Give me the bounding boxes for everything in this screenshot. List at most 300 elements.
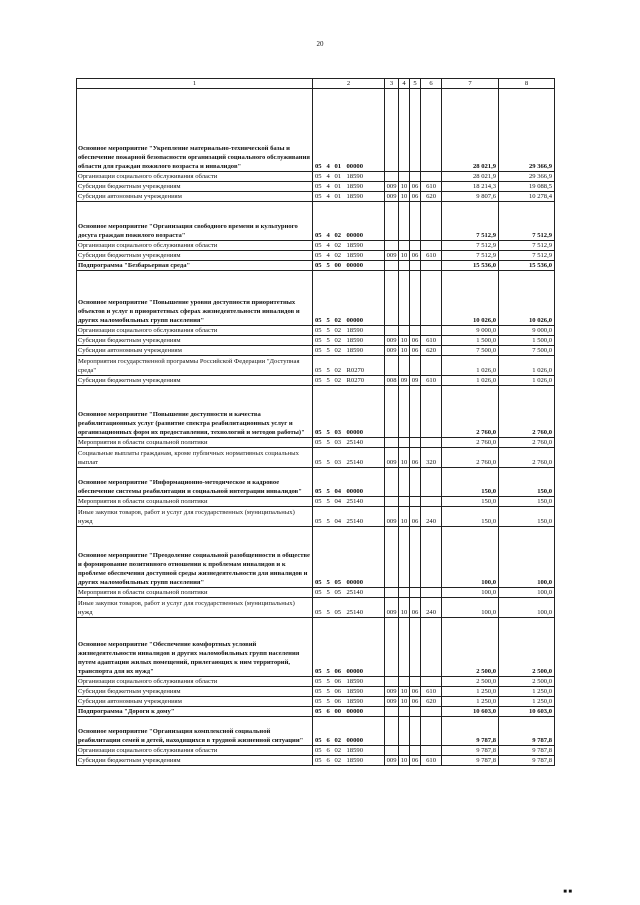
cell-c4 (399, 326, 410, 336)
cell-k2: 4 (325, 182, 333, 192)
cell-c4 (399, 677, 410, 687)
cell-c4: 10 (399, 697, 410, 707)
cell-k4: R0270 (345, 356, 385, 376)
cell-name: Основное мероприятие "Повышение уровня доступности приоритетных объектов и услуг в приоритетных сферах жизнедеятельности инвалидов и других маломобильных групп населения" (77, 271, 313, 326)
cell-k4: 18590 (345, 336, 385, 346)
cell-c6: 610 (421, 687, 442, 697)
cell-k4: 18590 (345, 192, 385, 202)
cell-k2: 6 (325, 746, 333, 756)
cell-c5 (410, 588, 421, 598)
cell-k2: 5 (325, 598, 333, 618)
cell-c7: 15 536,0 (442, 261, 499, 271)
cell-k2: 5 (325, 468, 333, 497)
cell-name: Основное мероприятие "Организация комплексной социальной реабилитации семей и детей, находящихся в трудной жизненной ситуации" (77, 717, 313, 746)
cell-k4: 18590 (345, 182, 385, 192)
cell-k1: 05 (313, 356, 325, 376)
cell-c3: 009 (385, 598, 399, 618)
cell-c8: 150,0 (499, 507, 555, 527)
cell-c3: 009 (385, 336, 399, 346)
cell-c5 (410, 497, 421, 507)
header-col-4: 4 (399, 79, 410, 89)
cell-c6 (421, 356, 442, 376)
cell-c4 (399, 707, 410, 717)
cell-name: Субсидии автономным учреждениям (77, 346, 313, 356)
cell-k1: 05 (313, 497, 325, 507)
cell-c4 (399, 271, 410, 326)
cell-c4: 09 (399, 376, 410, 386)
header-col-6: 6 (421, 79, 442, 89)
table-row (77, 468, 555, 497)
cell-c8: 29 366,9 (499, 89, 555, 172)
cell-k1: 05 (313, 376, 325, 386)
cell-c6: 620 (421, 346, 442, 356)
table-row (77, 326, 555, 336)
cell-c8: 100,0 (499, 527, 555, 588)
cell-c6 (421, 746, 442, 756)
cell-k3: 04 (333, 468, 345, 497)
cell-k4: 25140 (345, 497, 385, 507)
cell-c3 (385, 717, 399, 746)
cell-c6 (421, 386, 442, 438)
cell-c3 (385, 707, 399, 717)
cell-k4: 00000 (345, 468, 385, 497)
cell-k1: 05 (313, 746, 325, 756)
cell-c8: 100,0 (499, 588, 555, 598)
cell-k4: R0270 (345, 376, 385, 386)
cell-k2: 5 (325, 448, 333, 468)
cell-c3 (385, 386, 399, 438)
table-row (77, 527, 555, 588)
cell-c8: 1 250,0 (499, 697, 555, 707)
cell-name: Основное мероприятие "Укрепление материально-технической базы и обеспечение пожарной безопасности организаций социального обслуживания области для граждан пожилого возраста и инвалидов" (77, 89, 313, 172)
cell-c6: 610 (421, 182, 442, 192)
cell-c8: 2 760,0 (499, 386, 555, 438)
cell-c4 (399, 89, 410, 172)
cell-c8: 2 500,0 (499, 677, 555, 687)
cell-name: Организации социального обслуживания области (77, 241, 313, 251)
cell-c4 (399, 527, 410, 588)
table-row (77, 507, 555, 527)
cell-c8: 7 512,9 (499, 241, 555, 251)
cell-k2: 5 (325, 618, 333, 677)
cell-c7: 10 603,0 (442, 707, 499, 717)
cell-k1: 05 (313, 182, 325, 192)
header-col-8: 8 (499, 79, 555, 89)
cell-k1: 05 (313, 527, 325, 588)
cell-k2: 4 (325, 192, 333, 202)
cell-k2: 5 (325, 687, 333, 697)
cell-name: Основное мероприятие "Обеспечение комфортных условий жизнедеятельности инвалидов и других маломобильных групп населения путем адаптации жилых помещений, прилегающих к ним территорий, транспорта для их нужд" (77, 618, 313, 677)
table-row (77, 707, 555, 717)
cell-k1: 05 (313, 261, 325, 271)
cell-k1: 05 (313, 336, 325, 346)
cell-c6 (421, 717, 442, 746)
cell-c3 (385, 356, 399, 376)
cell-k1: 05 (313, 507, 325, 527)
cell-c3: 009 (385, 182, 399, 192)
table-row (77, 336, 555, 346)
cell-name: Мероприятия государственной программы Российской Федерации "Доступная среда" (77, 356, 313, 376)
cell-k4: 00000 (345, 527, 385, 588)
cell-c5: 06 (410, 251, 421, 261)
cell-k3: 02 (333, 241, 345, 251)
cell-c4: 10 (399, 251, 410, 261)
cell-c7: 1 250,0 (442, 687, 499, 697)
cell-c7: 2 760,0 (442, 438, 499, 448)
cell-c4 (399, 468, 410, 497)
cell-k3: 02 (333, 202, 345, 241)
cell-c5: 06 (410, 448, 421, 468)
cell-k4: 18590 (345, 697, 385, 707)
cell-c8: 19 088,5 (499, 182, 555, 192)
cell-k4: 00000 (345, 271, 385, 326)
cell-k2: 4 (325, 241, 333, 251)
cell-k1: 05 (313, 271, 325, 326)
cell-c3 (385, 618, 399, 677)
cell-c5 (410, 202, 421, 241)
cell-k4: 00000 (345, 89, 385, 172)
cell-k1: 05 (313, 677, 325, 687)
table-row (77, 182, 555, 192)
cell-k1: 05 (313, 468, 325, 497)
cell-c5 (410, 386, 421, 438)
cell-name: Организации социального обслуживания области (77, 677, 313, 687)
cell-c7: 9 000,0 (442, 326, 499, 336)
cell-c6 (421, 677, 442, 687)
cell-c8: 9 787,8 (499, 756, 555, 766)
table-row (77, 438, 555, 448)
cell-c5 (410, 261, 421, 271)
cell-name: Субсидии автономным учреждениям (77, 697, 313, 707)
cell-k4: 25140 (345, 448, 385, 468)
cell-c7: 100,0 (442, 598, 499, 618)
cell-name: Основное мероприятие "Повышение доступности и качества реабилитационных услуг (развитие спектра реабилитационных услуг и организационных форм их предоставления, технологий и методов работы)" (77, 386, 313, 438)
table-header-row (77, 79, 555, 89)
cell-c7: 2 500,0 (442, 618, 499, 677)
cell-k3: 03 (333, 438, 345, 448)
cell-k3: 02 (333, 356, 345, 376)
cell-c7: 10 026,0 (442, 271, 499, 326)
header-col-2: 2 (313, 79, 385, 89)
cell-name: Субсидии бюджетным учреждениям (77, 376, 313, 386)
cell-c6 (421, 468, 442, 497)
cell-c6: 610 (421, 756, 442, 766)
cell-c7: 100,0 (442, 527, 499, 588)
cell-c4 (399, 172, 410, 182)
cell-c5 (410, 677, 421, 687)
table-row (77, 756, 555, 766)
cell-c6 (421, 618, 442, 677)
cell-k3: 05 (333, 527, 345, 588)
cell-k3: 00 (333, 261, 345, 271)
header-col-3: 3 (385, 79, 399, 89)
cell-c6: 240 (421, 507, 442, 527)
cell-c7: 150,0 (442, 507, 499, 527)
cell-name: Субсидии бюджетным учреждениям (77, 687, 313, 697)
cell-k3: 03 (333, 386, 345, 438)
cell-k4: 25140 (345, 507, 385, 527)
cell-c7: 1 026,0 (442, 376, 499, 386)
cell-c3: 009 (385, 448, 399, 468)
cell-c6 (421, 271, 442, 326)
cell-c6 (421, 261, 442, 271)
cell-c3 (385, 497, 399, 507)
cell-c4 (399, 202, 410, 241)
cell-c3 (385, 202, 399, 241)
cell-k4: 25140 (345, 588, 385, 598)
cell-c5 (410, 326, 421, 336)
table-row (77, 376, 555, 386)
cell-c6 (421, 527, 442, 588)
cell-k2: 5 (325, 261, 333, 271)
cell-k3: 02 (333, 376, 345, 386)
cell-name: Субсидии бюджетным учреждениям (77, 336, 313, 346)
cell-c7: 9 787,8 (442, 756, 499, 766)
header-col-5: 5 (410, 79, 421, 89)
cell-c4: 10 (399, 448, 410, 468)
cell-c5 (410, 241, 421, 251)
cell-k4: 00000 (345, 386, 385, 438)
cell-c7: 28 021,9 (442, 172, 499, 182)
cell-c6: 620 (421, 192, 442, 202)
table-row (77, 202, 555, 241)
cell-c5: 09 (410, 376, 421, 386)
cell-k3: 05 (333, 598, 345, 618)
cell-c5 (410, 746, 421, 756)
cell-c7: 2 500,0 (442, 677, 499, 687)
cell-c8: 2 500,0 (499, 618, 555, 677)
cell-k3: 03 (333, 448, 345, 468)
cell-c8: 7 512,9 (499, 251, 555, 261)
cell-c6 (421, 588, 442, 598)
cell-c5 (410, 438, 421, 448)
cell-c6 (421, 241, 442, 251)
cell-k1: 05 (313, 172, 325, 182)
cell-c8: 2 760,0 (499, 438, 555, 448)
cell-c4 (399, 746, 410, 756)
cell-c7: 28 021,9 (442, 89, 499, 172)
cell-c6 (421, 172, 442, 182)
cell-c7: 9 807,6 (442, 192, 499, 202)
cell-c6: 610 (421, 251, 442, 261)
cell-c5 (410, 707, 421, 717)
cell-k4: 18590 (345, 241, 385, 251)
cell-c4: 10 (399, 756, 410, 766)
cell-c4 (399, 497, 410, 507)
cell-k2: 5 (325, 438, 333, 448)
table-row (77, 588, 555, 598)
cell-k4: 00000 (345, 618, 385, 677)
cell-k4: 18590 (345, 746, 385, 756)
cell-c8: 9 787,8 (499, 717, 555, 746)
cell-c5: 06 (410, 336, 421, 346)
cell-k4: 18590 (345, 172, 385, 182)
cell-c3 (385, 326, 399, 336)
cell-k3: 01 (333, 89, 345, 172)
table-row (77, 598, 555, 618)
cell-k2: 5 (325, 497, 333, 507)
cell-name: Организации социального обслуживания области (77, 326, 313, 336)
cell-c7: 1 500,0 (442, 336, 499, 346)
cell-c5 (410, 89, 421, 172)
cell-k1: 05 (313, 241, 325, 251)
cell-c8: 7 500,0 (499, 346, 555, 356)
cell-c8: 10 278,4 (499, 192, 555, 202)
cell-k3: 05 (333, 588, 345, 598)
cell-c7: 18 214,3 (442, 182, 499, 192)
cell-c3: 009 (385, 192, 399, 202)
table-row (77, 172, 555, 182)
cell-c3: 008 (385, 376, 399, 386)
cell-name: Субсидии бюджетным учреждениям (77, 251, 313, 261)
cell-k4: 18590 (345, 326, 385, 336)
table-row (77, 261, 555, 271)
table-row (77, 346, 555, 356)
cell-k4: 00000 (345, 261, 385, 271)
cell-c8: 1 026,0 (499, 376, 555, 386)
cell-c7: 7 512,9 (442, 241, 499, 251)
cell-k3: 01 (333, 172, 345, 182)
cell-c8: 2 760,0 (499, 448, 555, 468)
cell-c5 (410, 527, 421, 588)
cell-name: Основное мероприятие "Преодоление социальной разобщенности в обществе и формирование позитивного отношения к проблемам инвалидов и к проблеме обеспечения доступной среды жизнедеятельности для инвалидов и других маломобильных групп населения" (77, 527, 313, 588)
cell-k3: 02 (333, 346, 345, 356)
cell-k2: 4 (325, 251, 333, 261)
cell-k2: 5 (325, 346, 333, 356)
cell-name: Подпрограмма "Дороги к дому" (77, 707, 313, 717)
cell-k1: 05 (313, 687, 325, 697)
cell-c6 (421, 707, 442, 717)
cell-k2: 5 (325, 356, 333, 376)
cell-c6: 610 (421, 336, 442, 346)
cell-c5: 06 (410, 346, 421, 356)
cell-k4: 18590 (345, 756, 385, 766)
cell-k2: 5 (325, 507, 333, 527)
cell-k2: 4 (325, 89, 333, 172)
cell-k2: 5 (325, 588, 333, 598)
cell-k3: 02 (333, 271, 345, 326)
cell-c3 (385, 172, 399, 182)
cell-c4 (399, 356, 410, 376)
cell-k3: 02 (333, 756, 345, 766)
cell-c8: 15 536,0 (499, 261, 555, 271)
cell-c7: 100,0 (442, 588, 499, 598)
cell-k3: 01 (333, 192, 345, 202)
cell-c3: 009 (385, 507, 399, 527)
cell-k2: 5 (325, 527, 333, 588)
cell-name: Организации социального обслуживания области (77, 746, 313, 756)
cell-k1: 05 (313, 448, 325, 468)
cell-k4: 18590 (345, 677, 385, 687)
cell-c4 (399, 386, 410, 438)
cell-k2: 5 (325, 376, 333, 386)
header-col-1: 1 (77, 79, 313, 89)
cell-k2: 4 (325, 202, 333, 241)
cell-c6: 320 (421, 448, 442, 468)
table-row (77, 251, 555, 261)
cell-k4: 18590 (345, 346, 385, 356)
cell-c4: 10 (399, 182, 410, 192)
cell-c7: 7 512,9 (442, 202, 499, 241)
cell-c5: 06 (410, 598, 421, 618)
table-row (77, 192, 555, 202)
cell-c7: 2 760,0 (442, 448, 499, 468)
corner-mark: ■ ■ (563, 889, 572, 895)
cell-c5 (410, 468, 421, 497)
cell-k3: 01 (333, 182, 345, 192)
cell-c4: 10 (399, 336, 410, 346)
cell-c6: 240 (421, 598, 442, 618)
cell-k1: 05 (313, 588, 325, 598)
cell-k2: 5 (325, 677, 333, 687)
cell-c4 (399, 618, 410, 677)
cell-k1: 05 (313, 192, 325, 202)
cell-c8: 150,0 (499, 468, 555, 497)
cell-k1: 05 (313, 707, 325, 717)
table-row (77, 717, 555, 746)
table-body (77, 89, 555, 766)
cell-k4: 00000 (345, 202, 385, 241)
cell-c6: 610 (421, 376, 442, 386)
budget-table (76, 78, 555, 766)
cell-k2: 6 (325, 756, 333, 766)
cell-k2: 5 (325, 326, 333, 336)
cell-k2: 5 (325, 386, 333, 438)
cell-c5 (410, 172, 421, 182)
cell-c5 (410, 618, 421, 677)
cell-c3: 009 (385, 251, 399, 261)
cell-c7: 9 787,8 (442, 717, 499, 746)
cell-c4 (399, 438, 410, 448)
cell-k4: 00000 (345, 717, 385, 746)
cell-k1: 05 (313, 618, 325, 677)
cell-c8: 1 500,0 (499, 336, 555, 346)
cell-k1: 05 (313, 697, 325, 707)
cell-k3: 06 (333, 618, 345, 677)
cell-c3: 009 (385, 756, 399, 766)
cell-k1: 05 (313, 251, 325, 261)
cell-name: Мероприятия в области социальной политики (77, 588, 313, 598)
cell-name: Мероприятия в области социальной политики (77, 438, 313, 448)
cell-k1: 05 (313, 756, 325, 766)
cell-c3 (385, 527, 399, 588)
cell-c3 (385, 241, 399, 251)
cell-k1: 05 (313, 717, 325, 746)
cell-c4: 10 (399, 192, 410, 202)
cell-c5: 06 (410, 697, 421, 707)
cell-c5: 06 (410, 192, 421, 202)
table-row (77, 386, 555, 438)
cell-c7: 150,0 (442, 468, 499, 497)
cell-k1: 05 (313, 386, 325, 438)
cell-k1: 05 (313, 346, 325, 356)
cell-c4: 10 (399, 346, 410, 356)
cell-name: Иные закупки товаров, работ и услуг для государственных (муниципальных) нужд (77, 507, 313, 527)
cell-k4: 00000 (345, 707, 385, 717)
table-row (77, 241, 555, 251)
cell-k3: 02 (333, 326, 345, 336)
cell-k3: 02 (333, 336, 345, 346)
cell-c5: 06 (410, 756, 421, 766)
cell-c5 (410, 356, 421, 376)
table-row (77, 497, 555, 507)
cell-name: Организации социального обслуживания области (77, 172, 313, 182)
cell-k1: 05 (313, 202, 325, 241)
cell-c4 (399, 717, 410, 746)
cell-name: Субсидии бюджетным учреждениям (77, 182, 313, 192)
cell-c7: 2 760,0 (442, 386, 499, 438)
page-number: 20 (316, 40, 324, 48)
